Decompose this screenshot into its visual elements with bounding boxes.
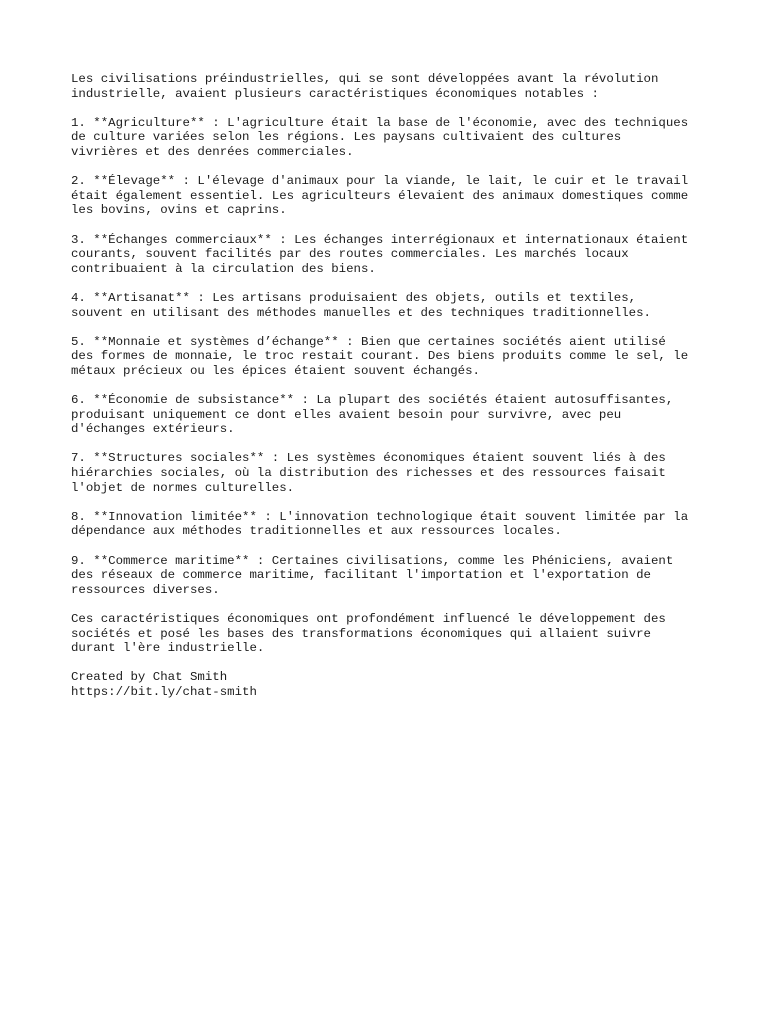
list-item-monnaie bbox=[71, 335, 721, 379]
list-item-line: d'échanges extérieurs. bbox=[71, 422, 235, 437]
list-item-line: 4. **Artisanat** : Les artisans produisaient des objets, outils et textiles, bbox=[71, 290, 637, 305]
list-item-artisanat bbox=[71, 291, 721, 320]
intro-line: industrielle, avaient plusieurs caractéristiques économiques notables : bbox=[71, 86, 599, 101]
list-item-line: ressources diverses. bbox=[71, 582, 220, 597]
list-item-line: les bovins, ovins et caprins. bbox=[71, 203, 287, 218]
list-item-line: 6. **Économie de subsistance** : La plupart des sociétés étaient autosuffisantes, bbox=[71, 393, 674, 408]
list-item-line: contribuaient à la circulation des biens. bbox=[71, 261, 376, 276]
list-item-agriculture bbox=[71, 116, 721, 160]
list-item-line: vivrières et des denrées commerciales. bbox=[71, 144, 354, 159]
list-item-structures-sociales bbox=[71, 451, 721, 495]
conclusion-line: sociétés et posé les bases des transformations économiques qui allaient suivre bbox=[71, 626, 651, 641]
list-item-line: dépendance aux méthodes traditionnelles et aux ressources locales. bbox=[71, 524, 562, 539]
list-item-line: 2. **Élevage** : L'élevage d'animaux pour la viande, le lait, le cuir et le travail bbox=[71, 174, 689, 189]
signature-block bbox=[71, 670, 721, 699]
list-item-line: souvent en utilisant des méthodes manuelles et des techniques traditionnelles. bbox=[71, 305, 651, 320]
intro-paragraph bbox=[71, 72, 721, 101]
list-item-line: produisant uniquement ce dont elles avaient besoin pour survivre, avec peu bbox=[71, 407, 622, 422]
list-item-line: de culture variées selon les régions. Les paysans cultivaient des cultures bbox=[71, 130, 622, 145]
conclusion-paragraph bbox=[71, 612, 721, 656]
conclusion-line: durant l'ère industrielle. bbox=[71, 641, 265, 656]
intro-line: Les civilisations préindustrielles, qui se sont développées avant la révolution bbox=[71, 72, 659, 86]
list-item-line: était également essentiel. Les agriculteurs élevaient des animaux domestiques comme bbox=[71, 188, 689, 203]
list-item-commerce-maritime bbox=[71, 554, 721, 598]
conclusion-line: Ces caractéristiques économiques ont profondément influencé le développement des bbox=[71, 611, 666, 626]
list-item-line: des réseaux de commerce maritime, facilitant l'importation et l'exportation de bbox=[71, 568, 651, 583]
list-item-line: métaux précieux ou les épices étaient souvent échangés. bbox=[71, 363, 480, 378]
list-item-line: hiérarchies sociales, où la distribution des richesses et des ressources faisait bbox=[71, 466, 666, 481]
list-item-line: 9. **Commerce maritime** : Certaines civilisations, comme les Phéniciens, avaient bbox=[71, 553, 674, 568]
list-item-line: 7. **Structures sociales** : Les systèmes économiques étaient souvent liés à des bbox=[71, 451, 666, 466]
list-item-innovation-limitee bbox=[71, 510, 721, 539]
list-item-line: des formes de monnaie, le troc restait courant. Des biens produits comme le sel, le bbox=[71, 349, 689, 364]
list-item-line: 5. **Monnaie et systèmes d’échange** : Bien que certaines sociétés aient utilisé bbox=[71, 334, 666, 349]
created-by-text: Created by Chat Smith bbox=[71, 670, 228, 685]
list-item-line: 1. **Agriculture** : L'agriculture était la base de l'économie, avec des techniques bbox=[71, 115, 689, 130]
list-item-economie-subsistance bbox=[71, 393, 721, 437]
signature-link[interactable]: https://bit.ly/chat-smith bbox=[71, 684, 257, 699]
list-item-echanges-commerciaux bbox=[71, 233, 721, 277]
list-item-elevage bbox=[71, 174, 721, 218]
list-item-line: l'objet de normes culturelles. bbox=[71, 480, 295, 495]
list-item-line: 8. **Innovation limitée** : L'innovation technologique était souvent limitée par la bbox=[71, 509, 689, 524]
list-item-line: courants, souvent facilités par des routes commerciales. Les marchés locaux bbox=[71, 247, 629, 262]
document-page bbox=[71, 72, 721, 700]
list-item-line: 3. **Échanges commerciaux** : Les échanges interrégionaux et internationaux étaient bbox=[71, 232, 689, 247]
